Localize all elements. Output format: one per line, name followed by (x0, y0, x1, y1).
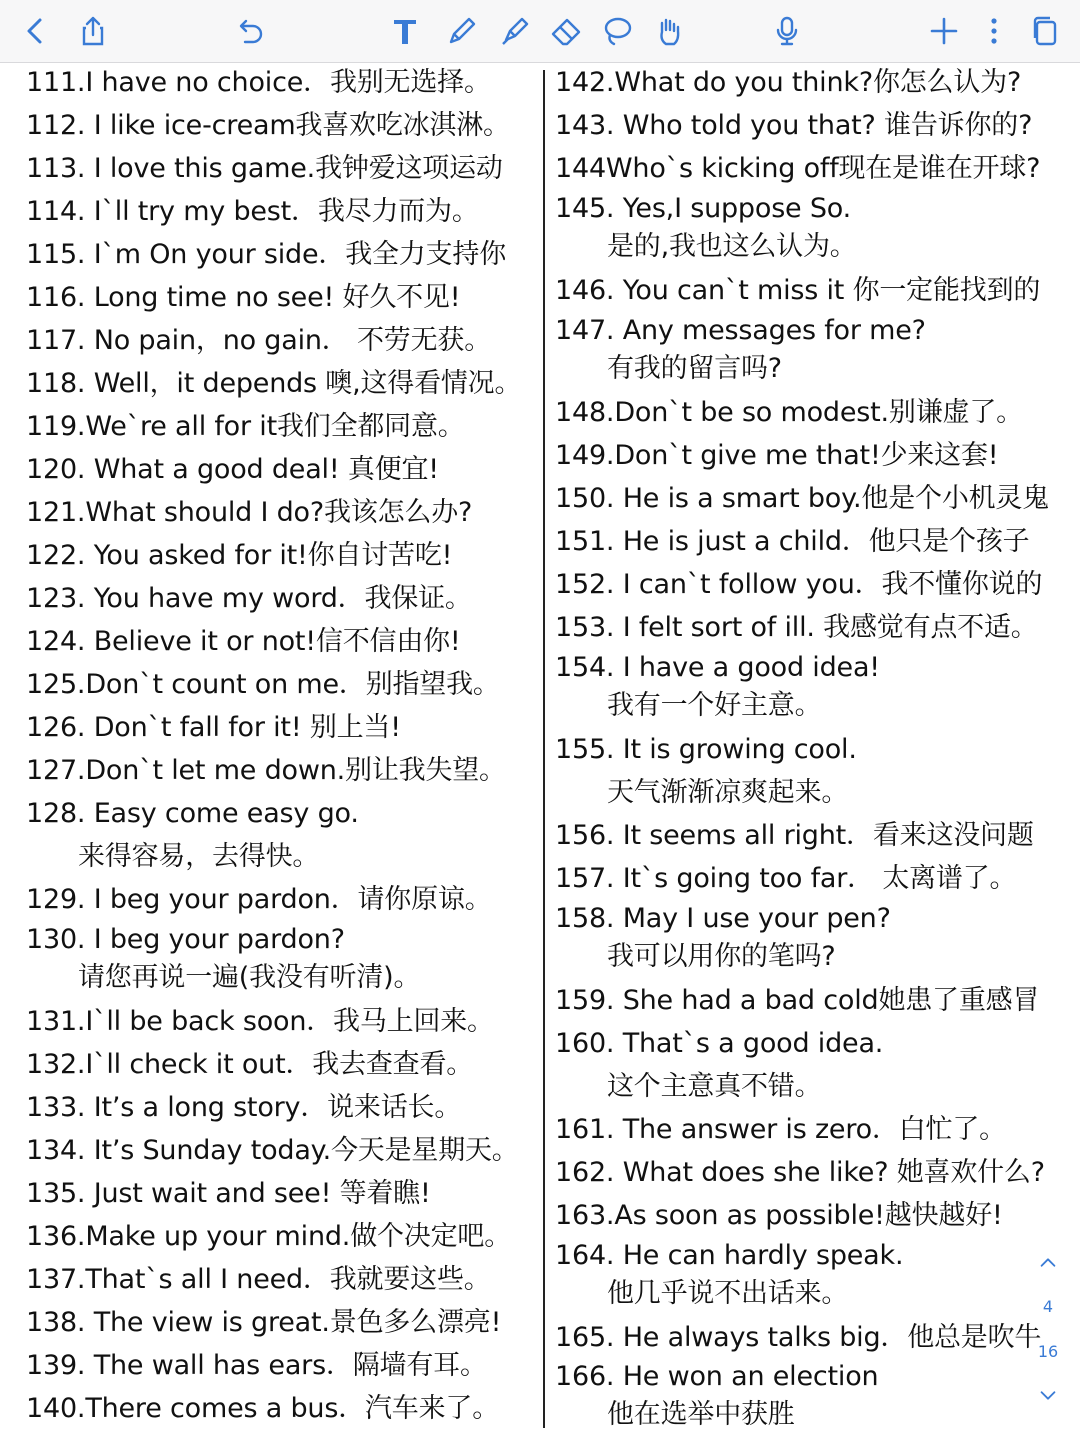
list-item: 125.Don`t count on me．别指望我。 (26, 669, 500, 700)
list-item: 154. I have a good idea! (555, 652, 880, 683)
list-item: 138. The view is great.景色多么漂亮! (26, 1307, 502, 1338)
list-item: 166. He won an election (555, 1361, 879, 1392)
list-item: 111.I have no choice．我别无选择。 (26, 67, 491, 98)
list-item: 155. It is growing cool. (555, 734, 857, 765)
list-item: 152. I can`t follow you．我不懂你说的 (555, 569, 1043, 600)
list-item: 140.There comes a bus．汽车来了。 (26, 1393, 500, 1424)
list-item-translation: 他几乎说不出话来。 (607, 1278, 849, 1309)
list-item: 144Who`s kicking off现在是谁在开球? (555, 153, 1041, 184)
list-item: 150. He is a smart boy.他是个小机灵鬼 (555, 483, 1050, 514)
share-icon[interactable] (74, 12, 112, 50)
text-tool-icon[interactable] (386, 12, 424, 50)
more-icon[interactable] (975, 12, 1013, 50)
plus-icon[interactable] (925, 12, 963, 50)
list-item: 145. Yes,I suppose So. (555, 193, 852, 224)
list-item: 117. No pain，no gain． 不劳无获。 (26, 325, 491, 356)
page-total: 16 (1037, 1342, 1059, 1361)
list-item: 157. It`s going too far． 太离谱了。 (555, 863, 1017, 894)
list-item: 131.I`ll be back soon．我马上回来。 (26, 1006, 494, 1037)
list-item: 162. What does she like? 她喜欢什么? (555, 1157, 1045, 1188)
list-item-translation: 我有一个好主意。 (607, 690, 822, 721)
list-item: 142.What do you think?你怎么认为? (555, 67, 1022, 98)
page-down-button[interactable] (1030, 1384, 1066, 1410)
list-item: 137.That`s all I need．我就要这些。 (26, 1264, 491, 1295)
chevron-down-icon (1037, 1384, 1059, 1406)
list-item: 165. He always talks big．他总是吹牛 (555, 1322, 1042, 1353)
list-item: 158. May I use your pen? (555, 903, 891, 934)
list-item: 163.As soon as possible!越快越好! (555, 1200, 1003, 1231)
list-item: 156. It seems all right．看来这没问题 (555, 820, 1034, 851)
list-item-translation: 是的,我也这么认为。 (607, 231, 857, 262)
list-item: 118. Well，it depends 噢,这得看情况。 (26, 368, 522, 399)
list-item: 134. It’s Sunday today.今天是星期天。 (26, 1135, 519, 1166)
list-item-translation: 有我的留言吗? (607, 353, 782, 384)
list-item: 113. I love this game.我钟爱这项运动 (26, 153, 503, 184)
top-toolbar (0, 0, 1080, 63)
page-current: 4 (1042, 1297, 1054, 1316)
list-item: 148.Don`t be so modest.别谦虚了。 (555, 397, 1023, 428)
highlighter-icon[interactable] (496, 12, 534, 50)
list-item: 123. You have my word．我保证。 (26, 583, 472, 614)
list-item: 146. You can`t miss it 你一定能找到的 (555, 275, 1041, 306)
list-item: 132.I`ll check it out．我去查查看。 (26, 1049, 474, 1080)
pen-icon[interactable] (443, 12, 481, 50)
list-item: 159. She had a bad cold她患了重感冒 (555, 985, 1040, 1016)
list-item: 139. The wall has ears．隔墙有耳。 (26, 1350, 487, 1381)
list-item: 160. That`s a good idea. (555, 1028, 884, 1059)
list-item: 133. It’s a long story．说来话长。 (26, 1092, 462, 1123)
list-item-translation: 这个主意真不错。 (607, 1071, 822, 1102)
list-item: 130. I beg your pardon? (26, 924, 345, 955)
eraser-icon[interactable] (547, 12, 585, 50)
column-divider (543, 70, 545, 1428)
list-item: 161. The answer is zero．白忙了。 (555, 1114, 1006, 1145)
list-item: 126. Don`t fall for it! 别上当! (26, 712, 401, 743)
list-item: 122. You asked for it!你自讨苦吃! (26, 540, 453, 571)
chevron-up-icon (1037, 1252, 1059, 1274)
microphone-icon[interactable] (768, 12, 806, 50)
hand-icon[interactable] (650, 12, 688, 50)
list-item: 127.Don`t let me down.别让我失望。 (26, 755, 506, 786)
pages-icon[interactable] (1026, 12, 1064, 50)
page-up-button[interactable] (1030, 1252, 1066, 1278)
list-item: 153. I felt sort of ill. 我感觉有点不适。 (555, 612, 1038, 643)
list-item-translation: 我可以用你的笔吗? (607, 941, 836, 972)
list-item: 164. He can hardly speak. (555, 1240, 904, 1271)
list-item: 121.What should I do?我该怎么办? (26, 497, 473, 528)
list-item: 143. Who told you that? 谁告诉你的? (555, 110, 1033, 141)
list-item-translation: 来得容易，去得快。 (78, 841, 320, 872)
list-item: 120. What a good deal! 真便宜! (26, 454, 439, 485)
chevron-left-icon[interactable] (16, 12, 54, 50)
list-item: 128. Easy come easy go. (26, 798, 359, 829)
list-item: 119.We`re all for it我们全都同意。 (26, 411, 465, 442)
list-item: 147. Any messages for me? (555, 315, 926, 346)
list-item: 151. He is just a child．他只是个孩子 (555, 526, 1030, 557)
list-item: 124. Believe it or not!信不信由你! (26, 626, 461, 657)
list-item: 129. I beg your pardon．请你原谅。 (26, 884, 492, 915)
list-item: 114. I`ll try my best．我尽力而为。 (26, 196, 479, 227)
list-item: 135. Just wait and see! 等着瞧! (26, 1178, 431, 1209)
list-item: 149.Don`t give me that!少来这套! (555, 440, 999, 471)
list-item-translation: 他在选举中获胜 (607, 1399, 795, 1430)
list-item: 115. I`m On your side．我全力支持你 (26, 239, 507, 270)
undo-icon[interactable] (231, 12, 269, 50)
list-item: 136.Make up your mind.做个决定吧。 (26, 1221, 511, 1252)
list-item: 112. I like ice-cream我喜欢吃冰淇淋。 (26, 110, 510, 141)
list-item-translation: 请您再说一遍(我没有听清)。 (78, 962, 421, 993)
list-item-translation: 天气渐渐凉爽起来。 (607, 777, 849, 808)
lasso-icon[interactable] (598, 12, 636, 50)
list-item: 116. Long time no see! 好久不见! (26, 282, 461, 313)
